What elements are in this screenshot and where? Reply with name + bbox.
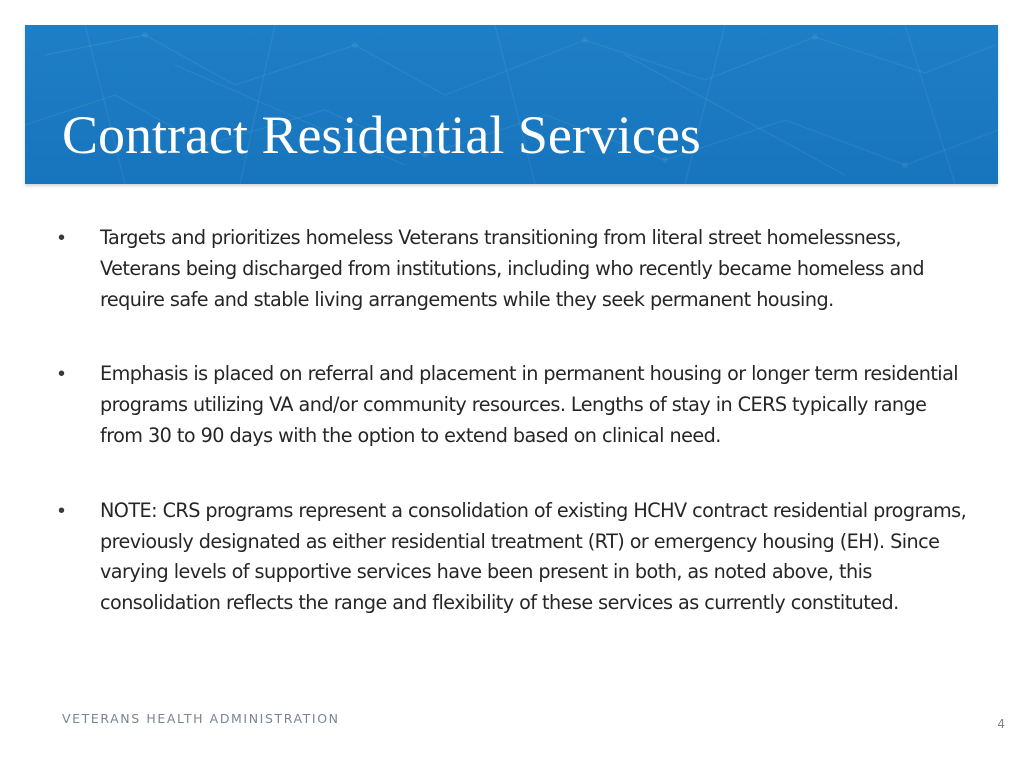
page-number: 4	[997, 717, 1005, 731]
bullet-item	[58, 359, 968, 451]
title-banner	[25, 25, 998, 184]
bullet-list	[58, 223, 968, 663]
bullet-text: NOTE: CRS programs represent a consolidation of existing HCHV contract residential programs, previously designated as either residential treatment (RT) or emergency housing (EH). Since varying levels of supportive services have been present in both, as noted above, this consolidation reflects the range and flexibility of these services as currently constituted.	[100, 498, 967, 615]
bullet-dot-icon: •	[58, 499, 66, 522]
bullet-dot-icon: •	[58, 363, 66, 386]
slide-title: Contract Residential Services	[62, 105, 701, 165]
bullet-dot-icon: •	[58, 227, 66, 249]
bullet-item	[58, 496, 968, 619]
bullet-text: Targets and prioritizes homeless Veterans transitioning from literal street homelessness, Veterans being discharged from institutions, including who recently became homeless and require safe and stable living arrangements while they seek permanent housing.	[100, 226, 924, 311]
bullet-text: Emphasis is placed on referral and placement in permanent housing or longer term residential programs utilizing VA and/or community resources. Lengths of stay in CERS typically range from 30 to 90 days with the option to extend based on clinical need.	[100, 362, 959, 447]
bullet-item	[58, 223, 968, 315]
footer-organization: VETERANS HEALTH ADMINISTRATION	[62, 711, 340, 726]
